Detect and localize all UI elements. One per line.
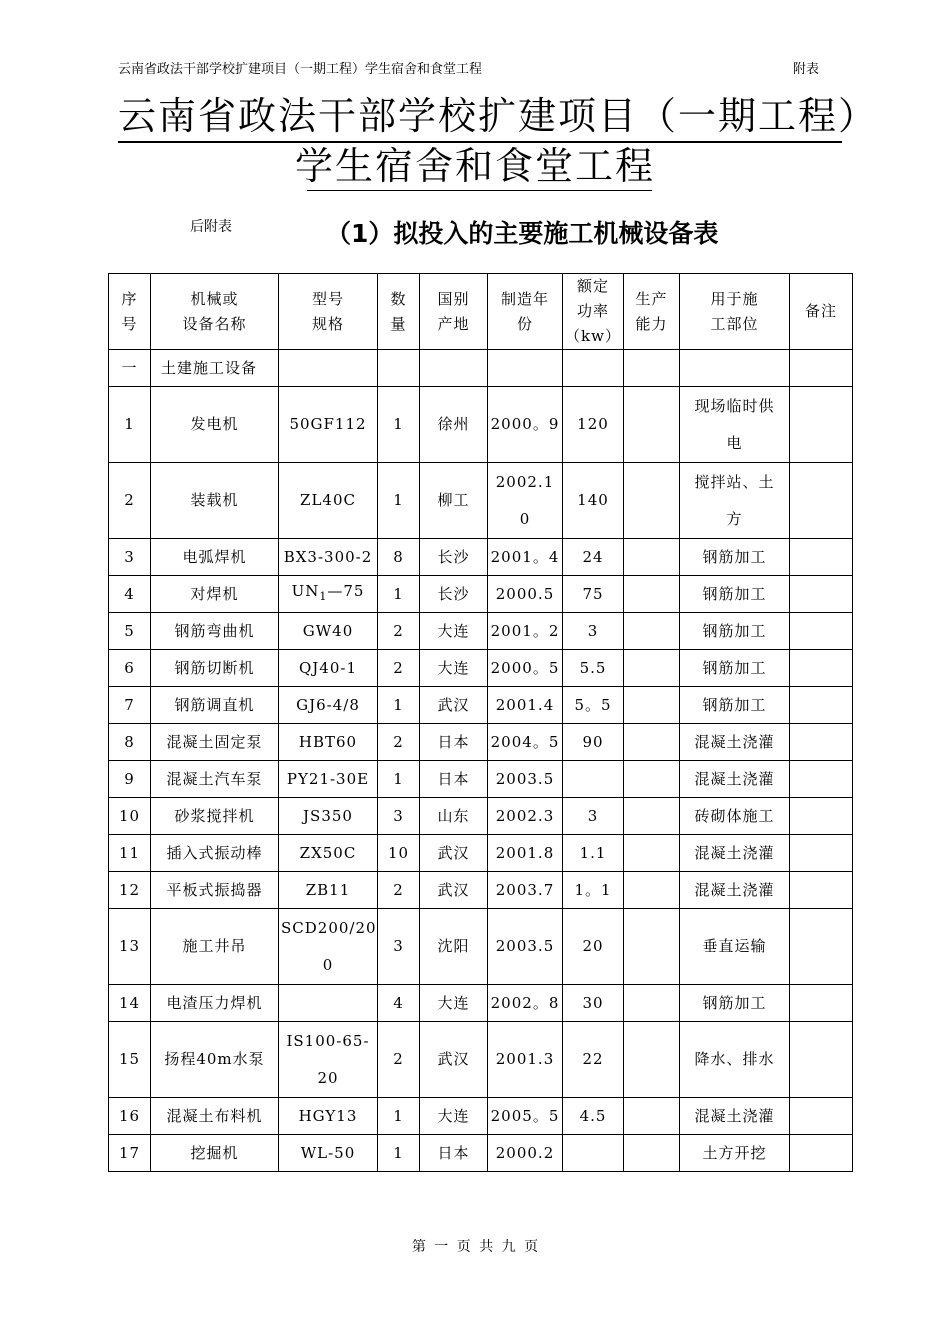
- col-origin-cell: 长沙: [420, 576, 488, 613]
- col-power-cell: 3: [563, 613, 624, 650]
- table-row: [109, 761, 853, 798]
- col-remark-cell: [790, 613, 853, 650]
- col-power-cell: 22: [563, 1022, 624, 1098]
- col-seq-cell: 14: [109, 985, 151, 1022]
- table-row: [109, 576, 853, 613]
- col-usage-cell: 混凝土浇灌: [680, 761, 790, 798]
- col-qty-cell: 10: [378, 835, 420, 872]
- col-model-cell: ZX50C: [279, 835, 378, 872]
- col-remark-cell: [790, 835, 853, 872]
- table-row: [109, 387, 853, 463]
- col-usage-cell: 搅拌站、土 方: [680, 463, 790, 539]
- col-remark-cell: [790, 872, 853, 909]
- col-qty-cell: 2: [378, 724, 420, 761]
- col-capacity-cell: [624, 985, 680, 1022]
- col-origin-cell: 长沙: [420, 539, 488, 576]
- col-seq-cell: 4: [109, 576, 151, 613]
- col-power-cell: 1。1: [563, 872, 624, 909]
- table-row: [109, 872, 853, 909]
- col-origin-cell: 武汉: [420, 687, 488, 724]
- col-model-cell: SCD200/20 0: [279, 909, 378, 985]
- col-model-cell: PY21-30E: [279, 761, 378, 798]
- col-power-cell: 5。5: [563, 687, 624, 724]
- col-usage-cell: 土方开挖: [680, 1135, 790, 1172]
- col-capacity-cell: [624, 650, 680, 687]
- col-usage-cell: 现场临时供 电: [680, 387, 790, 463]
- col-origin-cell: 武汉: [420, 1022, 488, 1098]
- header-col-qty: 数 量: [378, 274, 420, 350]
- col-seq-cell: 9: [109, 761, 151, 798]
- col-seq-cell: 6: [109, 650, 151, 687]
- col-remark-cell: [790, 539, 853, 576]
- col-remark-cell: [790, 687, 853, 724]
- col-power-cell: 3: [563, 798, 624, 835]
- col-usage-cell: 砖砌体施工: [680, 798, 790, 835]
- col-model-cell: [279, 985, 378, 1022]
- col-capacity-cell: [624, 463, 680, 539]
- col-origin-cell: [420, 350, 488, 387]
- col-name-cell: 电弧焊机: [151, 539, 279, 576]
- col-year-cell: 2003.5: [488, 909, 563, 985]
- col-capacity-cell: [624, 1135, 680, 1172]
- col-capacity-cell: [624, 576, 680, 613]
- header-col-year: 制造年 份: [488, 274, 563, 350]
- col-seq-cell: 17: [109, 1135, 151, 1172]
- col-origin-cell: 武汉: [420, 835, 488, 872]
- header-col-seq: 序 号: [109, 274, 151, 350]
- col-origin-cell: 日本: [420, 724, 488, 761]
- col-year-cell: 2002.1 0: [488, 463, 563, 539]
- col-seq-cell: 12: [109, 872, 151, 909]
- subtitle-underline: [307, 190, 652, 191]
- col-usage-cell: 钢筋加工: [680, 613, 790, 650]
- col-origin-cell: 大连: [420, 1098, 488, 1135]
- col-power-cell: 5.5: [563, 650, 624, 687]
- col-capacity-cell: [624, 539, 680, 576]
- col-power-cell: 1.1: [563, 835, 624, 872]
- col-capacity-cell: [624, 687, 680, 724]
- table-row: [109, 687, 853, 724]
- col-name-cell: 挖掘机: [151, 1135, 279, 1172]
- col-name-cell: 插入式振动棒: [151, 835, 279, 872]
- col-year-cell: 2002。8: [488, 985, 563, 1022]
- col-capacity-cell: [624, 835, 680, 872]
- col-usage-cell: 钢筋加工: [680, 687, 790, 724]
- col-name-cell: 钢筋弯曲机: [151, 613, 279, 650]
- col-seq-cell: 16: [109, 1098, 151, 1135]
- col-seq-cell: 5: [109, 613, 151, 650]
- table-row: [109, 613, 853, 650]
- col-name-cell: 砂浆搅拌机: [151, 798, 279, 835]
- table-row: [109, 650, 853, 687]
- col-model-cell: HBT60: [279, 724, 378, 761]
- col-remark-cell: [790, 798, 853, 835]
- col-name-cell: 施工井吊: [151, 909, 279, 985]
- table-row: [109, 985, 853, 1022]
- col-name-cell: 电渣压力焊机: [151, 985, 279, 1022]
- col-year-cell: 2000.5: [488, 576, 563, 613]
- col-usage-cell: 钢筋加工: [680, 539, 790, 576]
- col-capacity-cell: [624, 724, 680, 761]
- col-year-cell: 2001。4: [488, 539, 563, 576]
- col-seq-cell: 一: [109, 350, 151, 387]
- col-origin-cell: 大连: [420, 650, 488, 687]
- col-usage-cell: 降水、排水: [680, 1022, 790, 1098]
- col-remark-cell: [790, 1098, 853, 1135]
- col-name-cell: 发电机: [151, 387, 279, 463]
- table-row: [109, 350, 853, 387]
- col-origin-cell: 大连: [420, 613, 488, 650]
- col-qty-cell: 1: [378, 1135, 420, 1172]
- col-model-cell: QJ40-1: [279, 650, 378, 687]
- appendix-label: 后附表: [190, 219, 232, 235]
- table-row: [109, 724, 853, 761]
- col-power-cell: [563, 1135, 624, 1172]
- col-model-cell: GJ6-4/8: [279, 687, 378, 724]
- col-name-cell: 混凝土固定泵: [151, 724, 279, 761]
- col-remark-cell: [790, 761, 853, 798]
- col-remark-cell: [790, 985, 853, 1022]
- col-capacity-cell: [624, 387, 680, 463]
- col-model-cell: HGY13: [279, 1098, 378, 1135]
- col-seq-cell: 11: [109, 835, 151, 872]
- document-title-line1: 云南省政法干部学校扩建项目（一期工程）: [118, 94, 879, 138]
- col-origin-cell: 武汉: [420, 872, 488, 909]
- col-model-cell: WL-50: [279, 1135, 378, 1172]
- document-title-line2: 学生宿舍和食堂工程: [294, 144, 655, 188]
- col-usage-cell: 垂直运输: [680, 909, 790, 985]
- col-power-cell: [563, 761, 624, 798]
- col-year-cell: 2001。2: [488, 613, 563, 650]
- col-year-cell: 2005。5: [488, 1098, 563, 1135]
- col-qty-cell: 8: [378, 539, 420, 576]
- col-usage-cell: 混凝土浇灌: [680, 724, 790, 761]
- table-row: [109, 463, 853, 539]
- col-name-cell: 混凝土汽车泵: [151, 761, 279, 798]
- col-seq-cell: 8: [109, 724, 151, 761]
- col-qty-cell: 3: [378, 798, 420, 835]
- col-capacity-cell: [624, 1098, 680, 1135]
- col-qty-cell: 1: [378, 1098, 420, 1135]
- col-seq-cell: 10: [109, 798, 151, 835]
- col-qty-cell: [378, 350, 420, 387]
- header-col-usage: 用于施 工部位: [680, 274, 790, 350]
- header-col-model: 型号 规格: [279, 274, 378, 350]
- col-qty-cell: 2: [378, 613, 420, 650]
- col-name-cell: 混凝土布料机: [151, 1098, 279, 1135]
- col-model-cell: IS100-65- 20: [279, 1022, 378, 1098]
- col-origin-cell: 日本: [420, 1135, 488, 1172]
- col-capacity-cell: [624, 1022, 680, 1098]
- col-usage-cell: 钢筋加工: [680, 576, 790, 613]
- table-row: [109, 835, 853, 872]
- col-usage-cell: 混凝土浇灌: [680, 1098, 790, 1135]
- col-qty-cell: 2: [378, 872, 420, 909]
- col-usage-cell: 钢筋加工: [680, 650, 790, 687]
- col-qty-cell: 2: [378, 650, 420, 687]
- table-row: [109, 909, 853, 985]
- header-col-power: 额定 功率 （kw）: [563, 274, 624, 350]
- col-seq-cell: 1: [109, 387, 151, 463]
- col-year-cell: [488, 350, 563, 387]
- col-usage-cell: 混凝土浇灌: [680, 872, 790, 909]
- col-origin-cell: 山东: [420, 798, 488, 835]
- col-seq-cell: 7: [109, 687, 151, 724]
- col-year-cell: 2001.8: [488, 835, 563, 872]
- col-model-cell: ZL40C: [279, 463, 378, 539]
- col-capacity-cell: [624, 798, 680, 835]
- col-power-cell: 90: [563, 724, 624, 761]
- col-year-cell: 2003.7: [488, 872, 563, 909]
- col-seq-cell: 15: [109, 1022, 151, 1098]
- running-header-appendix: 附表: [793, 62, 820, 77]
- col-qty-cell: 3: [378, 909, 420, 985]
- col-remark-cell: [790, 387, 853, 463]
- col-power-cell: 75: [563, 576, 624, 613]
- table-row: [109, 1135, 853, 1172]
- header-col-remark: 备注: [790, 274, 853, 350]
- col-power-cell: 120: [563, 387, 624, 463]
- col-power-cell: [563, 350, 624, 387]
- col-model-cell: BX3-300-2: [279, 539, 378, 576]
- col-name-cell: 钢筋切断机: [151, 650, 279, 687]
- running-header-title: 云南省政法干部学校扩建项目（一期工程）学生宿舍和食堂工程: [118, 62, 483, 77]
- col-remark-cell: [790, 724, 853, 761]
- col-model-cell: GW40: [279, 613, 378, 650]
- col-origin-cell: 徐州: [420, 387, 488, 463]
- col-power-cell: 24: [563, 539, 624, 576]
- table-body: [109, 350, 853, 1172]
- col-name-cell: 钢筋调直机: [151, 687, 279, 724]
- equipment-table: [108, 273, 853, 1172]
- col-remark-cell: [790, 650, 853, 687]
- col-qty-cell: 2: [378, 1022, 420, 1098]
- col-year-cell: 2002.3: [488, 798, 563, 835]
- col-seq-cell: 13: [109, 909, 151, 985]
- col-remark-cell: [790, 909, 853, 985]
- col-capacity-cell: [624, 761, 680, 798]
- col-seq-cell: 3: [109, 539, 151, 576]
- table-header-row: [109, 274, 853, 350]
- col-qty-cell: 1: [378, 463, 420, 539]
- table-row: [109, 798, 853, 835]
- col-model-cell: [279, 350, 378, 387]
- col-usage-cell: 混凝土浇灌: [680, 835, 790, 872]
- col-remark-cell: [790, 463, 853, 539]
- col-origin-cell: 日本: [420, 761, 488, 798]
- col-capacity-cell: [624, 872, 680, 909]
- col-power-cell: 140: [563, 463, 624, 539]
- page-footer: 第 一 页 共 九 页: [411, 1239, 539, 1255]
- col-remark-cell: [790, 350, 853, 387]
- col-qty-cell: 4: [378, 985, 420, 1022]
- col-usage-cell: 钢筋加工: [680, 985, 790, 1022]
- table-row: [109, 539, 853, 576]
- col-name-cell: 扬程40m水泵: [151, 1022, 279, 1098]
- col-name-cell: 土建施工设备: [151, 350, 279, 387]
- col-year-cell: 2001.4: [488, 687, 563, 724]
- col-capacity-cell: [624, 909, 680, 985]
- col-capacity-cell: [624, 350, 680, 387]
- col-capacity-cell: [624, 613, 680, 650]
- col-year-cell: 2003.5: [488, 761, 563, 798]
- header-col-origin: 国别 产地: [420, 274, 488, 350]
- header-col-name: 机械或 设备名称: [151, 274, 279, 350]
- col-origin-cell: 沈阳: [420, 909, 488, 985]
- col-power-cell: 20: [563, 909, 624, 985]
- table-row: [109, 1022, 853, 1098]
- col-remark-cell: [790, 1022, 853, 1098]
- table-row: [109, 1098, 853, 1135]
- col-qty-cell: 1: [378, 576, 420, 613]
- col-seq-cell: 2: [109, 463, 151, 539]
- col-name-cell: 平板式振捣器: [151, 872, 279, 909]
- col-model-cell: ZB11: [279, 872, 378, 909]
- col-origin-cell: 柳工: [420, 463, 488, 539]
- col-model-cell: JS350: [279, 798, 378, 835]
- col-usage-cell: [680, 350, 790, 387]
- header-col-capacity: 生产 能力: [624, 274, 680, 350]
- col-year-cell: 2001.3: [488, 1022, 563, 1098]
- col-year-cell: 2000。5: [488, 650, 563, 687]
- col-remark-cell: [790, 1135, 853, 1172]
- col-qty-cell: 1: [378, 761, 420, 798]
- col-year-cell: 2000.2: [488, 1135, 563, 1172]
- col-power-cell: 4.5: [563, 1098, 624, 1135]
- col-remark-cell: [790, 576, 853, 613]
- col-origin-cell: 大连: [420, 985, 488, 1022]
- col-power-cell: 30: [563, 985, 624, 1022]
- table-title: （1）拟投入的主要施工机械设备表: [326, 219, 719, 248]
- col-name-cell: 装载机: [151, 463, 279, 539]
- col-name-cell: 对焊机: [151, 576, 279, 613]
- col-model-cell: 50GF112: [279, 387, 378, 463]
- col-qty-cell: 1: [378, 387, 420, 463]
- col-year-cell: 2004。5: [488, 724, 563, 761]
- col-model-cell: $UN_1—75$: [279, 576, 378, 613]
- col-year-cell: 2000。9: [488, 387, 563, 463]
- col-qty-cell: 1: [378, 687, 420, 724]
